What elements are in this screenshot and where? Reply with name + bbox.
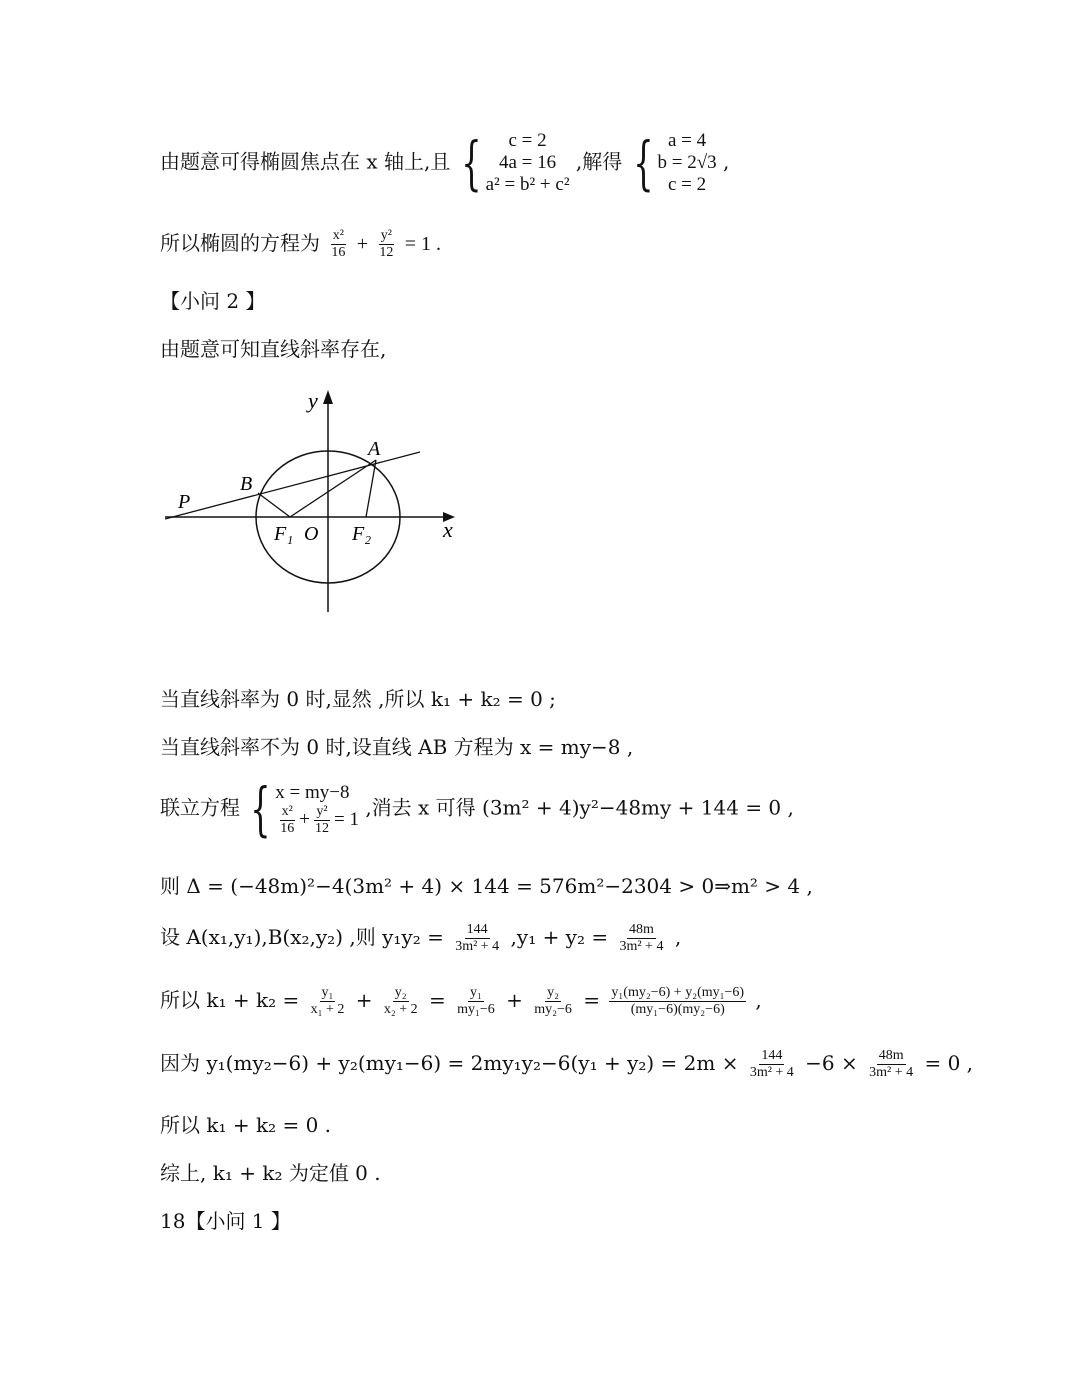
text: 所以 k₁ + k₂ = bbox=[160, 988, 300, 1012]
paragraph: 当直线斜率为 0 时,显然 ,所以 k₁ + k₂ = 0 ; bbox=[160, 687, 556, 711]
segment-BF1 bbox=[258, 493, 290, 517]
sys-row: c = 2 bbox=[508, 130, 547, 151]
text: 联立方程 bbox=[160, 795, 240, 820]
paragraph: 所以 k₁ + k₂ = 0 . bbox=[160, 1113, 332, 1137]
sys-row: a = 4 bbox=[668, 130, 707, 151]
operator: + bbox=[355, 988, 373, 1012]
line-PA bbox=[165, 452, 420, 519]
fraction: $\frac{\text{y²}}{12}$ bbox=[379, 228, 394, 260]
segment-AF2 bbox=[366, 460, 376, 517]
paragraph: 由题意可知直线斜率存在, bbox=[160, 337, 387, 361]
section-heading: 【小问 2 】 bbox=[160, 289, 266, 313]
y-label: y bbox=[308, 388, 318, 413]
equation-system bbox=[246, 775, 359, 843]
sys-row: b = 2√3 bbox=[657, 152, 717, 173]
fraction: $\frac{48m}{\text{3m² + 4}}$ bbox=[619, 922, 664, 954]
fraction: $\frac{\text{y₁}}{\text{x₁ + 2}}$ bbox=[310, 985, 345, 1017]
segment-F1A bbox=[290, 460, 376, 517]
fraction: $\frac{144}{\text{3m² + 4}}$ bbox=[455, 922, 500, 954]
operator: + bbox=[356, 233, 368, 255]
fraction: $\frac{\text{x²}}{16}$ bbox=[331, 228, 346, 260]
label-F1: F₁ bbox=[274, 523, 294, 545]
line-because bbox=[160, 1048, 973, 1081]
paragraph: 当直线斜率不为 0 时,设直线 AB 方程为 x = my−8 , bbox=[160, 735, 634, 759]
solution-system bbox=[629, 130, 717, 196]
line-vieta bbox=[160, 922, 681, 955]
left-brace: { bbox=[250, 775, 271, 843]
operator: = bbox=[583, 988, 601, 1012]
fraction: $\frac{\text{y₁(my₂−6) + y₂(my₁−6)}}{\text{(my₁−6)(my₂−6)}}$ bbox=[611, 985, 745, 1017]
sys-row: c = 2 bbox=[668, 174, 707, 195]
text: , bbox=[723, 149, 730, 174]
sys-row: a² = b² + c² bbox=[485, 174, 570, 195]
label-O: O bbox=[304, 523, 319, 545]
text: 所以椭圆的方程为 bbox=[160, 231, 320, 255]
fraction: $\frac{\text{y₂}}{\text{x₂ + 2}}$ bbox=[383, 985, 418, 1017]
section-heading: 18【小问 1 】 bbox=[160, 1209, 291, 1233]
paragraph: 综上, k₁ + k₂ 为定值 0 . bbox=[160, 1161, 381, 1185]
label-P: P bbox=[178, 491, 191, 513]
paragraph: 则 Δ = (−48m)²−4(3m² + 4) × 144 = 576m²−2304 > 0⇒m² > 4 , bbox=[160, 874, 813, 898]
text: ,消去 x 可得 (3m² + 4)y²−48my + 144 = 0 , bbox=[365, 795, 794, 820]
fraction: $\frac{\text{y₂}}{\text{my₂−6}}$ bbox=[534, 985, 572, 1017]
text: 因为 y₁(my₂−6) + y₂(my₁−6) = 2my₁y₂−6(y₁ + y₂) = 2m × bbox=[160, 1051, 739, 1075]
text: , bbox=[674, 925, 682, 949]
operator: = bbox=[428, 988, 446, 1012]
ellipse-figure bbox=[150, 380, 470, 620]
text: ,y₁ + y₂ = bbox=[510, 925, 609, 949]
equation-system bbox=[457, 130, 570, 196]
line-k-sum bbox=[160, 985, 762, 1018]
left-brace: { bbox=[632, 129, 654, 197]
left-brace: { bbox=[461, 129, 482, 197]
line-ellipse-equation bbox=[160, 228, 441, 261]
line-combine-system bbox=[160, 775, 794, 843]
label-F2: F₂ bbox=[352, 523, 372, 545]
line-system-solve bbox=[160, 130, 729, 196]
fraction: $\frac{144}{\text{3m² + 4}}$ bbox=[749, 1048, 794, 1080]
text: ,解得 bbox=[575, 149, 623, 174]
text: −6 × bbox=[805, 1051, 858, 1075]
x-label: x bbox=[443, 517, 453, 542]
text: 由题意可得椭圆焦点在 x 轴上,且 bbox=[160, 149, 451, 174]
label-A: A bbox=[368, 438, 381, 460]
text: = 0 , bbox=[924, 1051, 974, 1075]
text: , bbox=[755, 988, 762, 1012]
label-B: B bbox=[240, 473, 253, 495]
fraction: $\frac{\text{y₁}}{\text{my₁−6}}$ bbox=[457, 985, 495, 1017]
text: 设 A(x₁,y₁),B(x₂,y₂) ,则 y₁y₂ = bbox=[160, 925, 444, 949]
y-arrow bbox=[323, 390, 333, 404]
operator: + bbox=[506, 988, 523, 1012]
sys-row: x = my−8 bbox=[275, 781, 350, 803]
text: = 1 . bbox=[404, 233, 441, 255]
fraction: $\frac{48m}{\text{3m² + 4}}$ bbox=[869, 1048, 914, 1080]
sys-row: $\frac{\text{x²}}{16}$ + $\frac{\text{y²}}{12}$ = 1 bbox=[280, 803, 359, 836]
sys-row: 4a = 16 bbox=[498, 152, 557, 173]
